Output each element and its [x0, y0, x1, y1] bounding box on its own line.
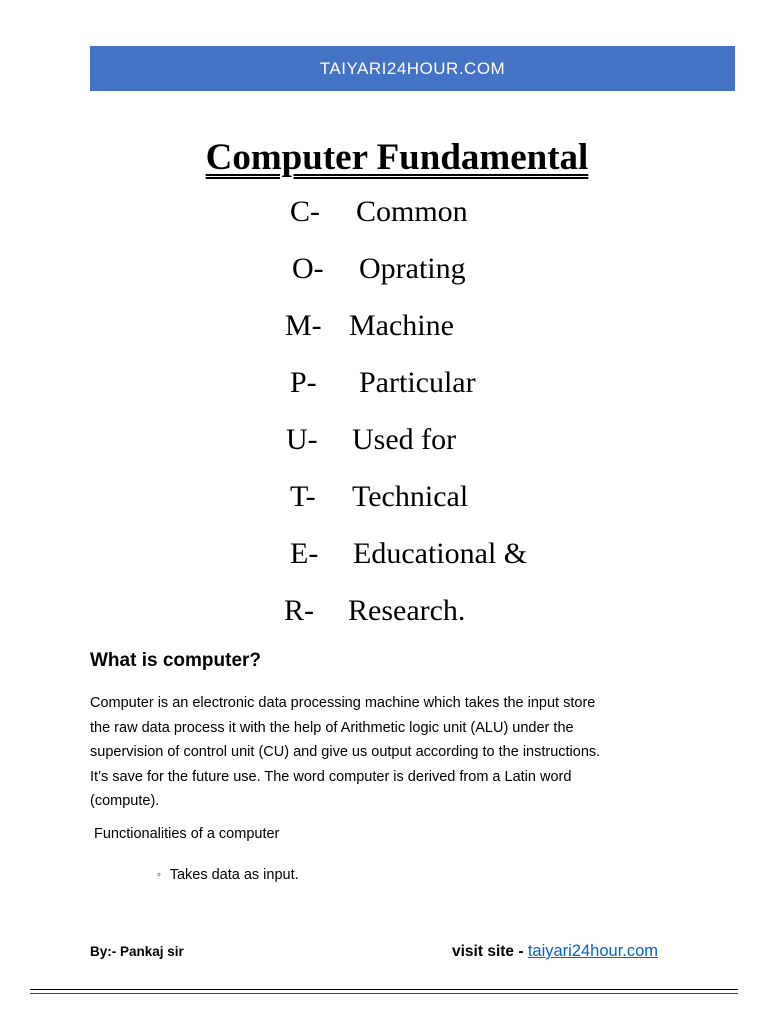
acronym-word: Used for — [352, 423, 457, 456]
acronym-letter: O- — [292, 252, 324, 285]
acronym-letter: P- — [290, 366, 317, 399]
bullet-circle-icon: ◦ — [157, 869, 161, 881]
footer-divider — [30, 989, 738, 990]
section-heading: What is computer? — [90, 650, 262, 671]
list-item — [157, 867, 299, 883]
acronym-word: Research. — [348, 594, 466, 627]
paragraph-line: Computer is an electronic data processing machine which takes the input store — [90, 695, 596, 711]
banner-text: TAIYARI24HOUR.COM — [319, 58, 506, 78]
site-banner — [90, 46, 735, 91]
acronym-word: Technical — [352, 480, 469, 513]
acronym-letter: E- — [290, 537, 319, 570]
visit-label: visit site - — [452, 943, 524, 960]
page-title-text: Computer Fundamental — [205, 137, 589, 178]
functionalities-label: Functionalities of a computer — [94, 826, 280, 842]
acronym-word: Oprating — [359, 252, 466, 285]
acronym-letter: T- — [290, 480, 316, 513]
author-byline: By:- Pankaj sir — [90, 944, 184, 959]
paragraph-line: It’s save for the future use. The word computer is derived from a Latin word — [90, 768, 572, 785]
visit-site — [452, 942, 658, 961]
list-item-text: Takes data as input. — [169, 867, 299, 883]
site-link[interactable]: taiyari24hour.com — [527, 942, 659, 960]
acronym-letter: U- — [286, 423, 318, 456]
acronym-letter: M- — [285, 309, 322, 342]
acronym-word: Particular — [359, 366, 476, 399]
paragraph-line: (compute). — [90, 793, 160, 809]
paragraph-line: the raw data process it with the help of Arithmetic logic unit (ALU) under the — [90, 719, 574, 736]
acronym-word: Machine — [349, 309, 454, 342]
definition-paragraph — [90, 691, 690, 814]
paragraph-line: supervision of control unit (CU) and give us output according to the instructions. — [90, 744, 601, 760]
acronym-word: Educational & — [353, 537, 528, 570]
acronym-letter: C- — [290, 195, 320, 228]
page-title — [0, 136, 768, 179]
acronym-letter: R- — [284, 594, 314, 627]
footer-divider — [30, 993, 738, 994]
acronym-word: Common — [356, 195, 468, 228]
